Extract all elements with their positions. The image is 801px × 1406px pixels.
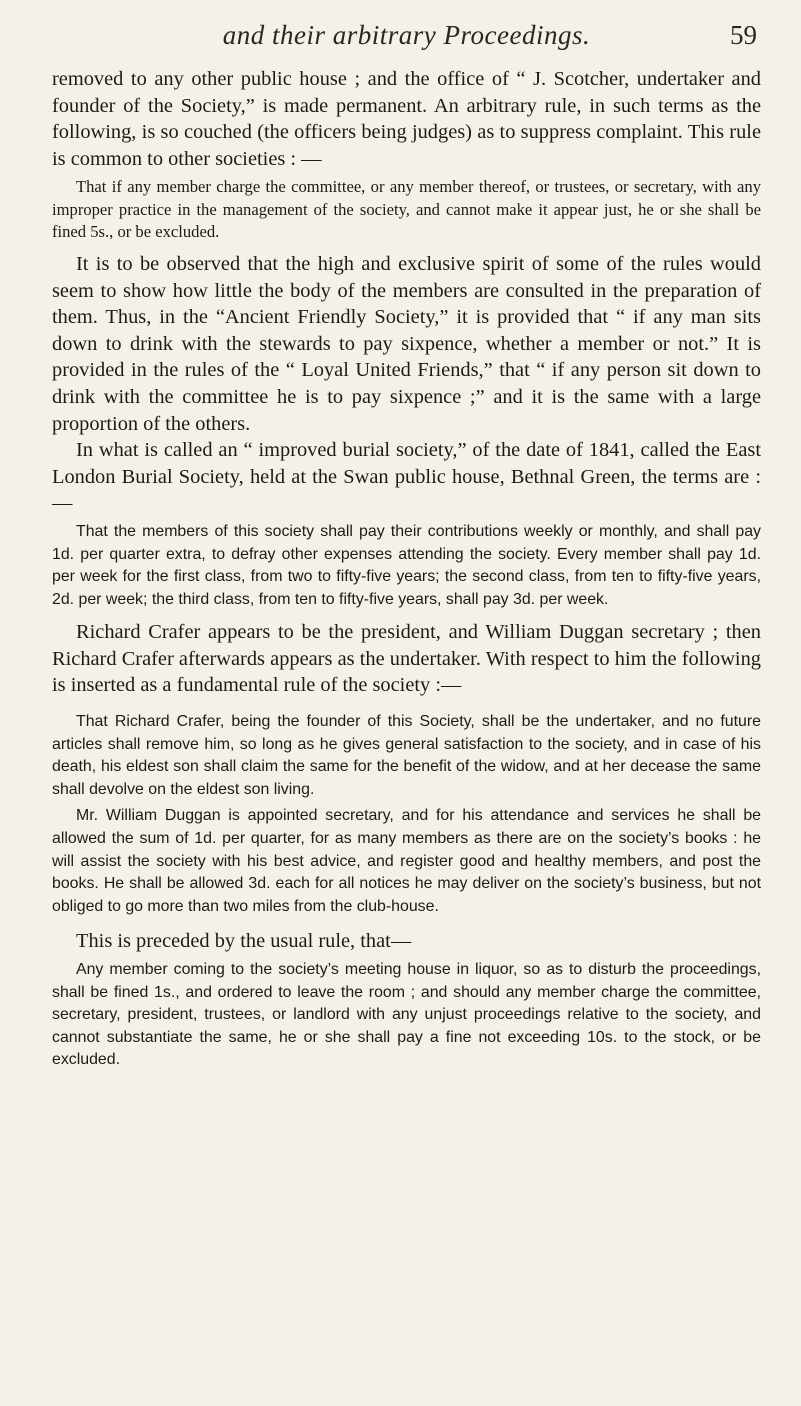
quoted-rule: That the members of this society shall pay their contributions weekly or monthly, and shall pay 1d. per quarter extra, to defray other expenses attending the society. Every member shall pay 1d. per week for the first class, from two to fifty-five years; the second class, from ten to fifty-five years, 2d. per week; the third class, from ten to fifty-five years, shall pay 3d. per week.	[52, 522, 761, 608]
running-head	[52, 0, 761, 66]
body-paragraph: In what is called an “ improved burial society,” of the date of 1841, called the East London Burial Society, held at the Swan public house, Bethnal Green, the terms are :—	[52, 439, 761, 515]
quoted-rule: Mr. William Duggan is appointed secretary, and for his attendance and services he shall be allowed the sum of 1d. per quarter, for as many members as there are on the society’s books : he will assist the society with his best advice, and register good and healthy members, and post the books. He shall be allowed 3d. each for all notices he may deliver on the society’s business, but not obliged to go more than two miles from the club-house.	[52, 807, 761, 915]
body-paragraph: Richard Crafer appears to be the president, and William Duggan secretary ; then Richard Crafer afterwards appears as the undertaker. With respect to him the following is inserted as a fundamental rule of the society :—	[52, 621, 761, 697]
body-paragraph: removed to any other public house ; and the office of “ J. Scotcher, undertaker and founder of the Society,” is made permanent. An arbitrary rule, in such terms as the following, is so couched (the officers being judges) as to suppress complaint. This rule is common to other societies : —	[52, 68, 761, 170]
quoted-rule: That Richard Crafer, being the founder of this Society, shall be the undertaker, and no future articles shall remove him, so long as he gives general satisfaction to the society, and in case of his death, his eldest son shall claim the same for the benefit of the widow, and at her decease the same shall devolve on the eldest son living.	[52, 713, 761, 798]
page-number: 59	[730, 20, 757, 50]
body-paragraph: This is preceded by the usual rule, that—	[76, 930, 412, 953]
quoted-rule: Any member coming to the society’s meeting house in liquor, so as to disturb the proceedings, shall be fined 1s., and ordered to leave the room ; and should any member charge the committee, secretary, president, trustees, or landlord with any unjust proceedings relative to the society, and cannot substantiate the same, he or she shall pay a fine not exceeding 10s. to the stock, or be excluded.	[52, 961, 761, 1069]
running-title: and their arbitrary Proceedings.	[222, 20, 591, 50]
quoted-rule: That if any member charge the committee, or any member thereof, or trustees, or secretary, with any improper practice in the management of the society, and cannot make it appear just, he or she shall be fined 5s., or be excluded.	[52, 177, 761, 241]
body-paragraph: It is to be observed that the high and exclusive spirit of some of the rules would seem to show how little the body of the members are consulted in the preparation of them. Thus, in the “Ancient Friendly Society,” it is provided that “ if any man sits down to drink with the stewards to pay sixpence, whether a member or not.” It is provided in the rules of the “ Loyal United Friends,” that “ if any person sit down to drink with the committee he is to pay sixpence ;” and it is the same with a large proportion of the others.	[52, 252, 761, 435]
